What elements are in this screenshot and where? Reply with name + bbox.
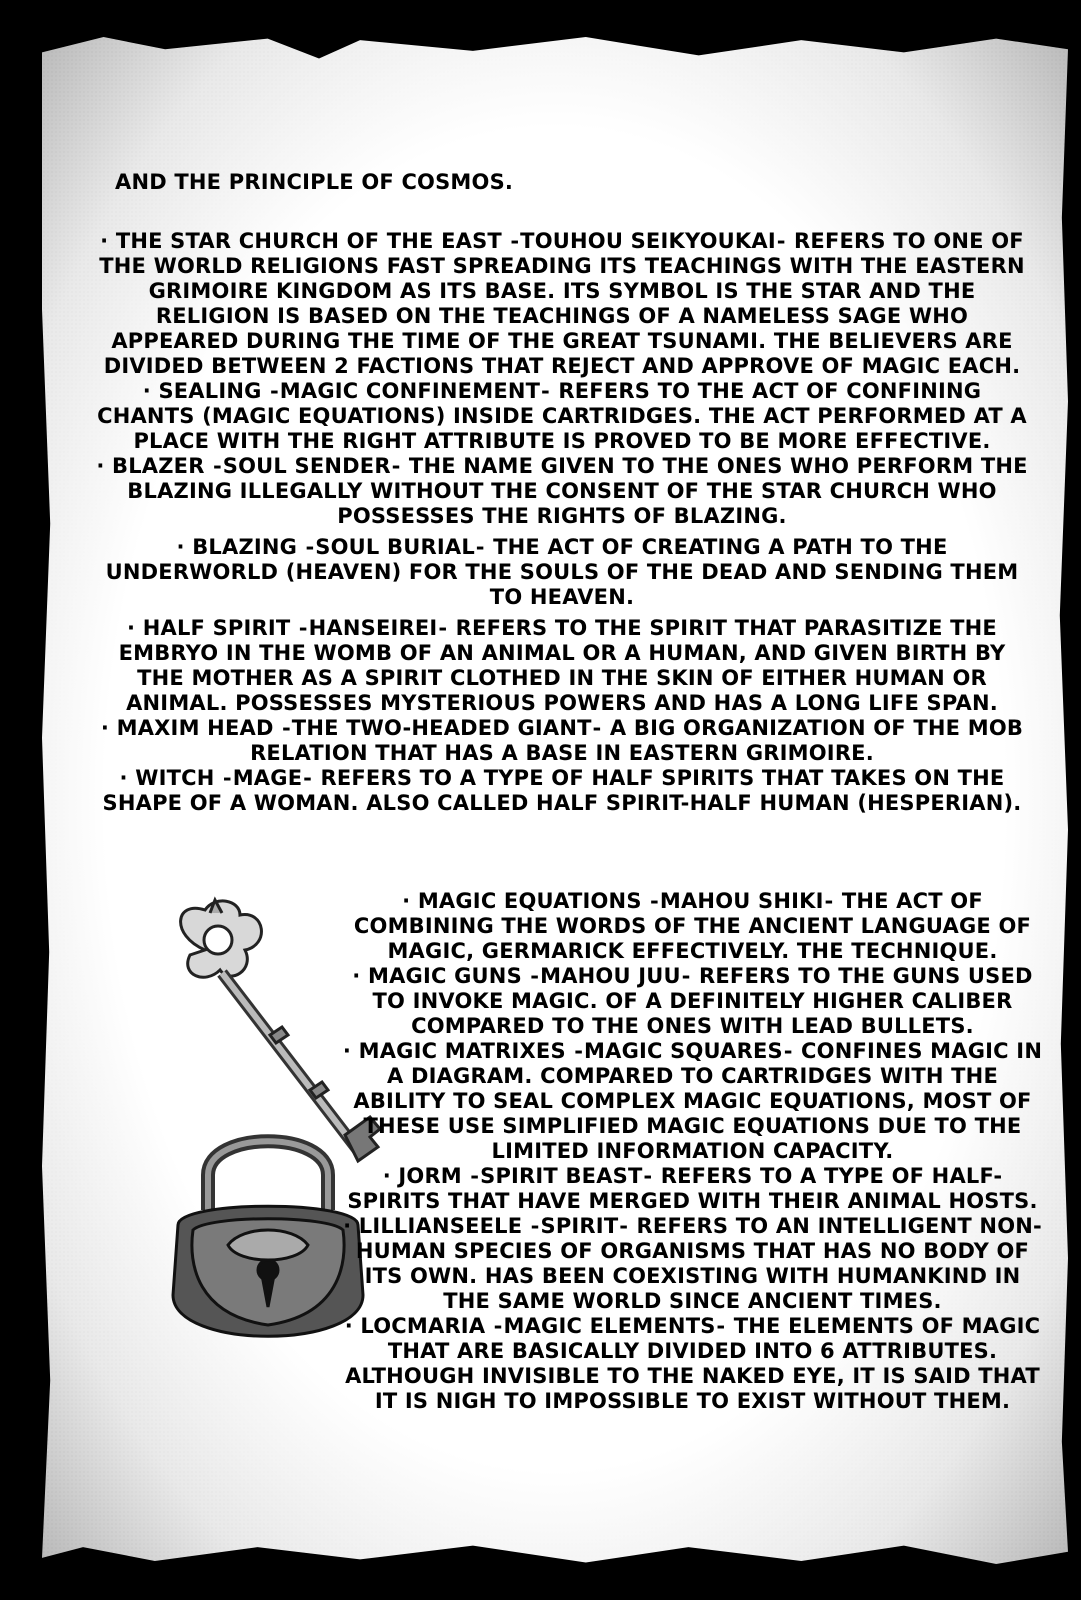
glossary-entry-maxim-head: · MAXIM HEAD ⁃THE TWO-HEADED GIANT⁃ A BIG ORGANIZATION OF THE MOB RELATION THAT HAS A BASE IN EASTERN GRIMOIRE. xyxy=(100,716,1024,765)
glossary-entry-sealing: · SEALING ⁃MAGIC CONFINEMENT⁃ REFERS TO THE ACT OF CONFINING CHANTS (MAGIC EQUATIONS) INSIDE CARTRIDGES. THE ACT PERFORMED AT A PLACE WITH THE RIGHT ATTRIBUTE IS PROVED TO BE MORE EFFECTIVE. xyxy=(97,379,1027,453)
glossary-entry-magic-matrixes: · MAGIC MATRIXES ⁃MAGIC SQUARES⁃ CONFINES MAGIC IN A DIAGRAM. COMPARED TO CARTRIDGES WITH THE ABILITY TO SEAL COMPLEX MAGIC EQUATIONS, MOST OF THESE USE SIMPLIFIED MAGIC EQUATIONS DUE TO THE LIMITED INFORMATION CAPACITY. xyxy=(342,1039,1043,1163)
glossary-entry-star-church: · THE STAR CHURCH OF THE EAST ⁃TOUHOU SEIKYOUKAI⁃ REFERS TO ONE OF THE WORLD RELIGIONS FAST SPREADING ITS TEACHINGS WITH THE EASTERN GRIMOIRE KINGDOM AS ITS BASE. ITS SYMBOL IS THE STAR AND THE RELIGION IS BASED ON THE TEACHINGS OF A NAMELESS SAGE WHO APPEARED DURING THE TIME OF THE GREAT TSUNAMI. THE BELIEVERS ARE DIVIDED BETWEEN 2 FACTIONS THAT REJECT AND APPROVE OF MAGIC EACH. xyxy=(99,229,1025,378)
glossary-entry-lillianseele: · LILLIANSEELE ⁃SPIRIT⁃ REFERS TO AN INTELLIGENT NON-HUMAN SPECIES OF ORGANISMS THAT HAS NO BODY OF ITS OWN. HAS BEEN COEXISTING WITH HUMANKIND IN THE SAME WORLD SINCE ANCIENT TIMES. xyxy=(343,1214,1042,1313)
glossary-entry-locmaria: · LOCMARIA ⁃MAGIC ELEMENTS⁃ THE ELEMENTS OF MAGIC THAT ARE BASICALLY DIVIDED INTO 6 ATTRIBUTES. ALTHOUGH INVISIBLE TO THE NAKED EYE, IT IS SAID THAT IT IS NIGH TO IMPOSSIBLE TO EXIST WITHOUT THEM. xyxy=(344,1314,1041,1413)
glossary-upper xyxy=(92,229,1032,816)
intro-line: AND THE PRINCIPLE OF COSMOS. xyxy=(115,170,514,194)
glossary-entry-magic-guns: · MAGIC GUNS ⁃MAHOU JUU⁃ REFERS TO THE GUNS USED TO INVOKE MAGIC. OF A DEFINITELY HIGHER CALIBER COMPARED TO THE ONES WITH LEAD BULLETS. xyxy=(352,964,1033,1038)
glossary-lower xyxy=(340,889,1045,1414)
glossary-entry-blazing: · BLAZING ⁃SOUL BURIAL⁃ THE ACT OF CREATING A PATH TO THE UNDERWORLD (HEAVEN) FOR THE SOULS OF THE DEAD AND SENDING THEM TO HEAVEN. xyxy=(105,535,1019,609)
glossary-entry-jorm: · JORM ⁃SPIRIT BEAST⁃ REFERS TO A TYPE OF HALF-SPIRITS THAT HAVE MERGED WITH THEIR ANIMAL HOSTS. xyxy=(347,1164,1038,1213)
glossary-entry-blazer: · BLAZER ⁃SOUL SENDER⁃ THE NAME GIVEN TO THE ONES WHO PERFORM THE BLAZING ILLEGALLY WITHOUT THE CONSENT OF THE STAR CHURCH WHO POSSESSES THE RIGHTS OF BLAZING. xyxy=(96,454,1028,528)
padlock-icon xyxy=(168,1115,368,1355)
glossary-entry-magic-equations: · MAGIC EQUATIONS ⁃MAHOU SHIKI⁃ THE ACT OF COMBINING THE WORDS OF THE ANCIENT LANGUAGE OF MAGIC, GERMARICK EFFECTIVELY. THE TECHNIQUE. xyxy=(353,889,1032,963)
glossary-entry-witch: · WITCH ⁃MAGE⁃ REFERS TO A TYPE OF HALF SPIRITS THAT TAKES ON THE SHAPE OF A WOMAN. ALSO CALLED HALF SPIRIT-HALF HUMAN (HESPERIAN). xyxy=(102,766,1022,815)
glossary-entry-half-spirit: · HALF SPIRIT ⁃HANSEIREI⁃ REFERS TO THE SPIRIT THAT PARASITIZE THE EMBRYO IN THE WOMB OF AN ANIMAL OR A HUMAN, AND GIVEN BIRTH BY THE MOTHER AS A SPIRIT CLOTHED IN THE SKIN OF EITHER HUMAN OR ANIMAL. POSSESSES MYSTERIOUS POWERS AND HAS A LONG LIFE SPAN. xyxy=(118,616,1006,715)
